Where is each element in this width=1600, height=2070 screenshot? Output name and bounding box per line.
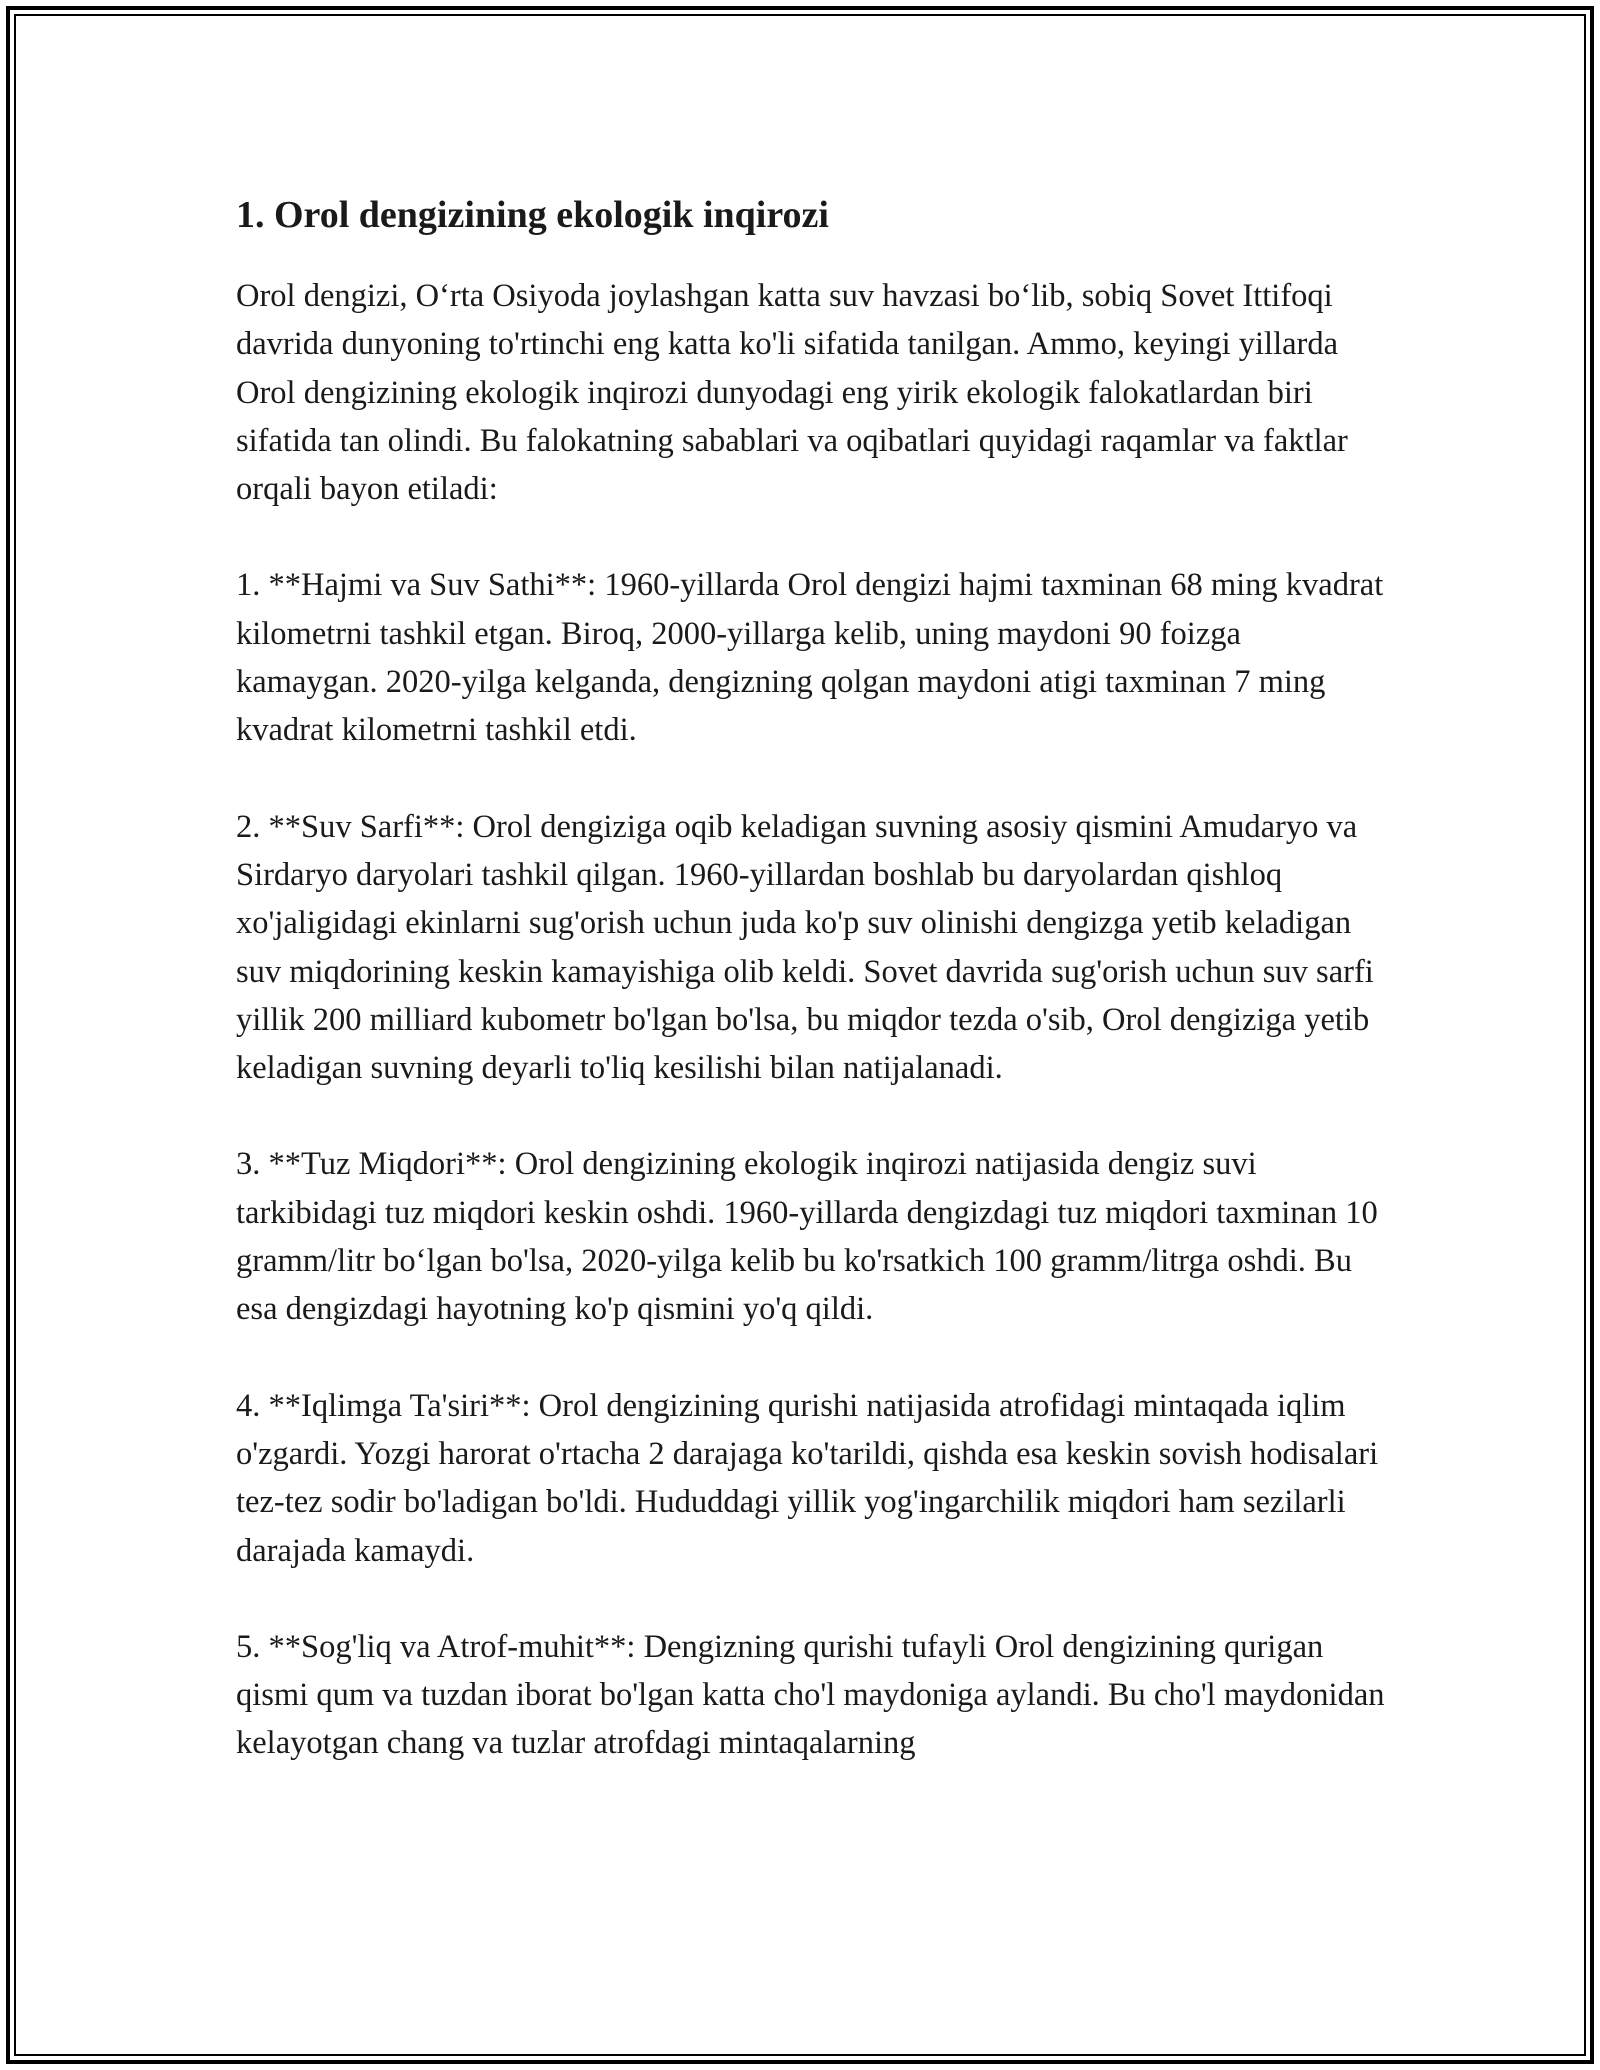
intro-paragraph: Orol dengizi, O‘rta Osiyoda joylashgan katta suv havzasi bo‘lib, sobiq Sovet Ittifoqi davrida dunyoning to'rtinchi eng katta ko'li sifatida tanilgan. Ammo, keyingi yillarda Orol dengizining ekologik inqirozi dunyodagi eng yirik ekologik falokatlardan biri sifatida tan olindi. Bu falokatning sabablari va oqibatlari quyidagi raqamlar va faktlar orqali bayon etiladi: [236, 278, 1348, 508]
document-body [236, 186, 1386, 1816]
item-volume-water-level: 1. **Hajmi va Suv Sathi**: 1960-yillarda Orol dengizi hajmi taxminan 68 ming kvadrat kilometrni tashkil etgan. Biroq, 2000-yillarga kelib, uning maydoni 90 foizga kamaygan. 2020-yilga kelganda, dengizning qolgan maydoni atigi taxminan 7 ming kvadrat kilometrni tashkil etdi. [236, 567, 1384, 749]
item-salt-content: 3. **Tuz Miqdori**: Orol dengizining ekologik inqirozi natijasida dengiz suvi tarkibidagi tuz miqdori keskin oshdi. 1960-yillarda dengizdagi tuz miqdori taxminan 10 gramm/litr bo‘lgan bo'lsa, 2020-yilga kelib bu ko'rsatkich 100 gramm/litrga oshdi. Bu esa dengizdagi hayotning ko'p qismini yo'q qildi. [236, 1146, 1378, 1328]
item-health-environment: 5. **Sog'liq va Atrof-muhit**: Dengizning qurishi tufayli Orol dengizining qurigan qismi qum va tuzdan iborat bo'lgan katta cho'l maydoniga aylandi. Bu cho'l maydonidan kelayotgan chang va tuzlar atrofdagi mintaqalarning [236, 1628, 1385, 1762]
section-heading: 1. Orol dengizining ekologik inqirozi [236, 194, 829, 236]
item-water-consumption: 2. **Suv Sarfi**: Orol dengiziga oqib keladigan suvning asosiy qismini Amudaryo va Sirdaryo daryolari tashkil qilgan. 1960-yillardan boshlab bu daryolardan qishloq xo'jaligidagi ekinlarni sug'orish uchun juda ko'p suv olinishi dengizga yetib keladigan suv miqdorining keskin kamayishiga olib keldi. Sovet davrida sug'orish uchun suv sarfi yillik 200 milliard kubometr bo'lgan bo'lsa, bu miqdor tezda o'sib, Orol dengiziga yetib keladigan suvning deyarli to'liq kesilishi bilan natijalanadi. [236, 808, 1374, 1087]
item-climate-impact: 4. **Iqlimga Ta'siri**: Orol dengizining qurishi natijasida atrofidagi mintaqada iqlim o'zgardi. Yozgi harorat o'rtacha 2 darajaga ko'tarildi, qishda esa keskin sovish hodisalari tez-tez sodir bo'ladigan bo'ldi. Hududdagi yillik yog'ingarchilik miqdori ham sezilarli darajada kamaydi. [236, 1387, 1379, 1569]
